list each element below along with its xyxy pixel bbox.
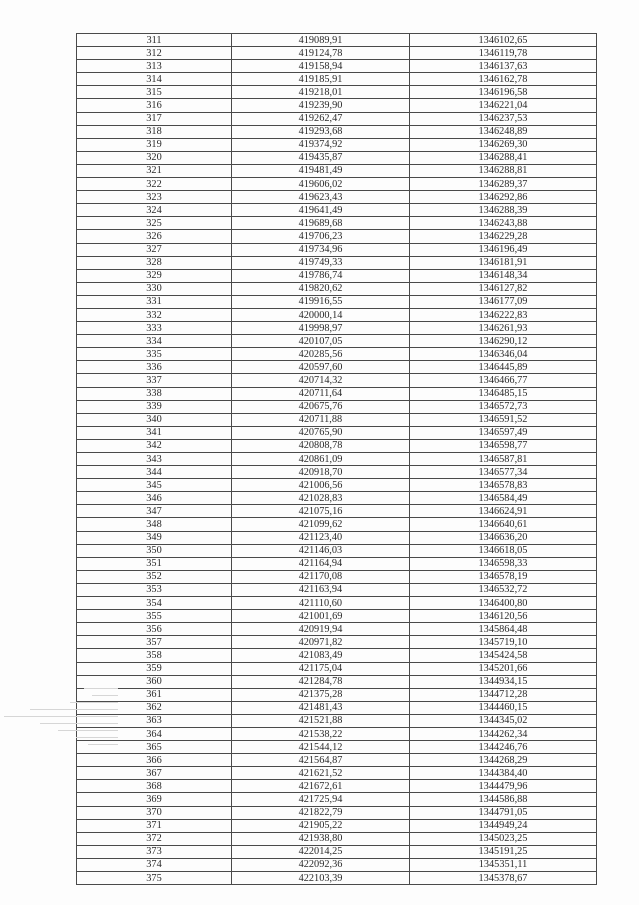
point-number-cell: 334 <box>77 335 232 348</box>
y-coordinate-cell: 1344460,15 <box>410 701 597 714</box>
table-row <box>77 151 597 164</box>
y-coordinate-cell: 1345191,25 <box>410 845 597 858</box>
x-coordinate-cell: 420765,90 <box>232 426 410 439</box>
table-row <box>77 243 597 256</box>
table-row <box>77 204 597 217</box>
table-row <box>77 858 597 871</box>
y-coordinate-cell: 1346243,88 <box>410 217 597 230</box>
x-coordinate-cell: 419481,49 <box>232 164 410 177</box>
point-number-cell: 330 <box>77 282 232 295</box>
y-coordinate-cell: 1346177,09 <box>410 295 597 308</box>
point-number-cell: 333 <box>77 322 232 335</box>
point-number-cell: 359 <box>77 662 232 675</box>
point-number-cell: 319 <box>77 138 232 151</box>
point-number-cell: 338 <box>77 387 232 400</box>
coordinates-table <box>76 33 597 885</box>
y-coordinate-cell: 1346624,91 <box>410 505 597 518</box>
point-number-cell: 367 <box>77 767 232 780</box>
x-coordinate-cell: 421938,80 <box>232 832 410 845</box>
table-row <box>77 754 597 767</box>
table-row <box>77 505 597 518</box>
point-number-cell: 331 <box>77 295 232 308</box>
point-number-cell: 355 <box>77 610 232 623</box>
y-coordinate-cell: 1346120,56 <box>410 610 597 623</box>
table-row <box>77 374 597 387</box>
table-row <box>77 413 597 426</box>
x-coordinate-cell: 419706,23 <box>232 230 410 243</box>
y-coordinate-cell: 1346578,19 <box>410 570 597 583</box>
point-number-cell: 358 <box>77 649 232 662</box>
point-number-cell: 370 <box>77 806 232 819</box>
table-row <box>77 426 597 439</box>
y-coordinate-cell: 1345023,25 <box>410 832 597 845</box>
y-coordinate-cell: 1346584,49 <box>410 492 597 505</box>
y-coordinate-cell: 1346237,53 <box>410 112 597 125</box>
y-coordinate-cell: 1346288,41 <box>410 151 597 164</box>
point-number-cell: 311 <box>77 34 232 47</box>
table-row <box>77 479 597 492</box>
x-coordinate-cell: 422014,25 <box>232 845 410 858</box>
x-coordinate-cell: 419916,55 <box>232 295 410 308</box>
x-coordinate-cell: 419820,62 <box>232 282 410 295</box>
point-number-cell: 368 <box>77 780 232 793</box>
table-row <box>77 178 597 191</box>
x-coordinate-cell: 419734,96 <box>232 243 410 256</box>
point-number-cell: 320 <box>77 151 232 164</box>
y-coordinate-cell: 1346532,72 <box>410 583 597 596</box>
point-number-cell: 314 <box>77 73 232 86</box>
y-coordinate-cell: 1344345,02 <box>410 714 597 727</box>
table-row <box>77 34 597 47</box>
x-coordinate-cell: 419435,87 <box>232 151 410 164</box>
table-row <box>77 269 597 282</box>
point-number-cell: 344 <box>77 466 232 479</box>
x-coordinate-cell: 419374,92 <box>232 138 410 151</box>
x-coordinate-cell: 419998,97 <box>232 322 410 335</box>
point-number-cell: 351 <box>77 557 232 570</box>
x-coordinate-cell: 421905,22 <box>232 819 410 832</box>
x-coordinate-cell: 421110,60 <box>232 597 410 610</box>
x-coordinate-cell: 421006,56 <box>232 479 410 492</box>
x-coordinate-cell: 420919,94 <box>232 623 410 636</box>
point-number-cell: 336 <box>77 361 232 374</box>
y-coordinate-cell: 1346162,78 <box>410 73 597 86</box>
point-number-cell: 350 <box>77 544 232 557</box>
table-row <box>77 741 597 754</box>
point-number-cell: 321 <box>77 164 232 177</box>
y-coordinate-cell: 1346196,49 <box>410 243 597 256</box>
table-row <box>77 492 597 505</box>
point-number-cell: 346 <box>77 492 232 505</box>
table-row <box>77 400 597 413</box>
table-row <box>77 832 597 845</box>
y-coordinate-cell: 1346578,83 <box>410 479 597 492</box>
x-coordinate-cell: 421146,03 <box>232 544 410 557</box>
table-row <box>77 714 597 727</box>
table-row <box>77 557 597 570</box>
y-coordinate-cell: 1346222,83 <box>410 308 597 321</box>
x-coordinate-cell: 419606,02 <box>232 178 410 191</box>
x-coordinate-cell: 421521,88 <box>232 714 410 727</box>
table-row <box>77 282 597 295</box>
table-row <box>77 387 597 400</box>
y-coordinate-cell: 1344268,29 <box>410 754 597 767</box>
table-row <box>77 531 597 544</box>
point-number-cell: 347 <box>77 505 232 518</box>
table-row <box>77 845 597 858</box>
y-coordinate-cell: 1344949,24 <box>410 819 597 832</box>
point-number-cell: 352 <box>77 570 232 583</box>
y-coordinate-cell: 1345378,67 <box>410 872 597 885</box>
y-coordinate-cell: 1344586,88 <box>410 793 597 806</box>
point-number-cell: 356 <box>77 623 232 636</box>
table-row <box>77 361 597 374</box>
table-row <box>77 99 597 112</box>
y-coordinate-cell: 1344791,05 <box>410 806 597 819</box>
y-coordinate-cell: 1345719,10 <box>410 636 597 649</box>
table-row <box>77 727 597 740</box>
point-number-cell: 371 <box>77 819 232 832</box>
y-coordinate-cell: 1346445,89 <box>410 361 597 374</box>
x-coordinate-cell: 420711,88 <box>232 413 410 426</box>
y-coordinate-cell: 1344934,15 <box>410 675 597 688</box>
point-number-cell: 326 <box>77 230 232 243</box>
y-coordinate-cell: 1346640,61 <box>410 518 597 531</box>
point-number-cell: 318 <box>77 125 232 138</box>
x-coordinate-cell: 421284,78 <box>232 675 410 688</box>
point-number-cell: 365 <box>77 741 232 754</box>
x-coordinate-cell: 419262,47 <box>232 112 410 125</box>
y-coordinate-cell: 1346591,52 <box>410 413 597 426</box>
point-number-cell: 354 <box>77 597 232 610</box>
y-coordinate-cell: 1345864,48 <box>410 623 597 636</box>
x-coordinate-cell: 420107,05 <box>232 335 410 348</box>
point-number-cell: 315 <box>77 86 232 99</box>
y-coordinate-cell: 1346248,89 <box>410 125 597 138</box>
table-row <box>77 675 597 688</box>
x-coordinate-cell: 419185,91 <box>232 73 410 86</box>
x-coordinate-cell: 420675,76 <box>232 400 410 413</box>
x-coordinate-cell: 421538,22 <box>232 727 410 740</box>
table-row <box>77 806 597 819</box>
y-coordinate-cell: 1346577,34 <box>410 466 597 479</box>
x-coordinate-cell: 421164,94 <box>232 557 410 570</box>
table-row <box>77 466 597 479</box>
y-coordinate-cell: 1346587,81 <box>410 453 597 466</box>
table-row <box>77 322 597 335</box>
table-row <box>77 701 597 714</box>
x-coordinate-cell: 420971,82 <box>232 636 410 649</box>
table-row <box>77 610 597 623</box>
x-coordinate-cell: 419158,94 <box>232 60 410 73</box>
x-coordinate-cell: 421544,12 <box>232 741 410 754</box>
point-number-cell: 363 <box>77 714 232 727</box>
x-coordinate-cell: 419786,74 <box>232 269 410 282</box>
table-row <box>77 544 597 557</box>
table-row <box>77 47 597 60</box>
y-coordinate-cell: 1345424,58 <box>410 649 597 662</box>
x-coordinate-cell: 420861,09 <box>232 453 410 466</box>
point-number-cell: 357 <box>77 636 232 649</box>
point-number-cell: 317 <box>77 112 232 125</box>
point-number-cell: 362 <box>77 701 232 714</box>
table-row <box>77 767 597 780</box>
x-coordinate-cell: 421163,94 <box>232 583 410 596</box>
point-number-cell: 341 <box>77 426 232 439</box>
point-number-cell: 316 <box>77 99 232 112</box>
table-row <box>77 819 597 832</box>
x-coordinate-cell: 422103,39 <box>232 872 410 885</box>
point-number-cell: 360 <box>77 675 232 688</box>
point-number-cell: 327 <box>77 243 232 256</box>
table-row <box>77 439 597 452</box>
y-coordinate-cell: 1346102,65 <box>410 34 597 47</box>
table-row <box>77 623 597 636</box>
point-number-cell: 322 <box>77 178 232 191</box>
point-number-cell: 325 <box>77 217 232 230</box>
table-row <box>77 86 597 99</box>
point-number-cell: 323 <box>77 191 232 204</box>
x-coordinate-cell: 420285,56 <box>232 348 410 361</box>
table-row <box>77 793 597 806</box>
table-row <box>77 138 597 151</box>
x-coordinate-cell: 421672,61 <box>232 780 410 793</box>
y-coordinate-cell: 1346598,77 <box>410 439 597 452</box>
point-number-cell: 343 <box>77 453 232 466</box>
table-row <box>77 125 597 138</box>
table-row <box>77 191 597 204</box>
y-coordinate-cell: 1346269,30 <box>410 138 597 151</box>
y-coordinate-cell: 1346288,81 <box>410 164 597 177</box>
point-number-cell: 353 <box>77 583 232 596</box>
y-coordinate-cell: 1345351,11 <box>410 858 597 871</box>
point-number-cell: 361 <box>77 688 232 701</box>
y-coordinate-cell: 1346127,82 <box>410 282 597 295</box>
table-row <box>77 570 597 583</box>
x-coordinate-cell: 421083,49 <box>232 649 410 662</box>
table-row <box>77 583 597 596</box>
table-row <box>77 335 597 348</box>
table-row <box>77 164 597 177</box>
y-coordinate-cell: 1346148,34 <box>410 269 597 282</box>
table-row <box>77 348 597 361</box>
point-number-cell: 312 <box>77 47 232 60</box>
y-coordinate-cell: 1346292,86 <box>410 191 597 204</box>
y-coordinate-cell: 1346597,49 <box>410 426 597 439</box>
table-row <box>77 872 597 885</box>
y-coordinate-cell: 1344479,96 <box>410 780 597 793</box>
coordinates-table-body <box>77 34 597 885</box>
point-number-cell: 332 <box>77 308 232 321</box>
y-coordinate-cell: 1344712,28 <box>410 688 597 701</box>
point-number-cell: 349 <box>77 531 232 544</box>
y-coordinate-cell: 1346598,33 <box>410 557 597 570</box>
point-number-cell: 339 <box>77 400 232 413</box>
point-number-cell: 366 <box>77 754 232 767</box>
x-coordinate-cell: 420000,14 <box>232 308 410 321</box>
point-number-cell: 329 <box>77 269 232 282</box>
y-coordinate-cell: 1346290,12 <box>410 335 597 348</box>
x-coordinate-cell: 421028,83 <box>232 492 410 505</box>
point-number-cell: 373 <box>77 845 232 858</box>
y-coordinate-cell: 1346618,05 <box>410 544 597 557</box>
point-number-cell: 374 <box>77 858 232 871</box>
x-coordinate-cell: 419689,68 <box>232 217 410 230</box>
x-coordinate-cell: 422092,36 <box>232 858 410 871</box>
x-coordinate-cell: 421175,04 <box>232 662 410 675</box>
x-coordinate-cell: 420711,64 <box>232 387 410 400</box>
y-coordinate-cell: 1346261,93 <box>410 322 597 335</box>
point-number-cell: 372 <box>77 832 232 845</box>
point-number-cell: 342 <box>77 439 232 452</box>
point-number-cell: 337 <box>77 374 232 387</box>
table-row <box>77 518 597 531</box>
point-number-cell: 324 <box>77 204 232 217</box>
y-coordinate-cell: 1345201,66 <box>410 662 597 675</box>
x-coordinate-cell: 419218,01 <box>232 86 410 99</box>
x-coordinate-cell: 419089,91 <box>232 34 410 47</box>
x-coordinate-cell: 420714,32 <box>232 374 410 387</box>
x-coordinate-cell: 421481,43 <box>232 701 410 714</box>
x-coordinate-cell: 421001,69 <box>232 610 410 623</box>
point-number-cell: 335 <box>77 348 232 361</box>
x-coordinate-cell: 421170,08 <box>232 570 410 583</box>
y-coordinate-cell: 1344384,40 <box>410 767 597 780</box>
y-coordinate-cell: 1346119,78 <box>410 47 597 60</box>
y-coordinate-cell: 1346288,39 <box>410 204 597 217</box>
x-coordinate-cell: 421725,94 <box>232 793 410 806</box>
x-coordinate-cell: 421822,79 <box>232 806 410 819</box>
y-coordinate-cell: 1346346,04 <box>410 348 597 361</box>
table-row <box>77 597 597 610</box>
table-row <box>77 230 597 243</box>
x-coordinate-cell: 419749,33 <box>232 256 410 269</box>
y-coordinate-cell: 1346137,63 <box>410 60 597 73</box>
table-row <box>77 636 597 649</box>
x-coordinate-cell: 421621,52 <box>232 767 410 780</box>
point-number-cell: 369 <box>77 793 232 806</box>
x-coordinate-cell: 420918,70 <box>232 466 410 479</box>
y-coordinate-cell: 1346289,37 <box>410 178 597 191</box>
y-coordinate-cell: 1344246,76 <box>410 741 597 754</box>
y-coordinate-cell: 1346229,28 <box>410 230 597 243</box>
table-row <box>77 60 597 73</box>
y-coordinate-cell: 1346181,91 <box>410 256 597 269</box>
table-row <box>77 662 597 675</box>
x-coordinate-cell: 419623,43 <box>232 191 410 204</box>
table-row <box>77 453 597 466</box>
y-coordinate-cell: 1344262,34 <box>410 727 597 740</box>
point-number-cell: 328 <box>77 256 232 269</box>
y-coordinate-cell: 1346466,77 <box>410 374 597 387</box>
y-coordinate-cell: 1346221,04 <box>410 99 597 112</box>
x-coordinate-cell: 421375,28 <box>232 688 410 701</box>
y-coordinate-cell: 1346572,73 <box>410 400 597 413</box>
y-coordinate-cell: 1346400,80 <box>410 597 597 610</box>
table-row <box>77 649 597 662</box>
x-coordinate-cell: 419124,78 <box>232 47 410 60</box>
x-coordinate-cell: 419293,68 <box>232 125 410 138</box>
y-coordinate-cell: 1346196,58 <box>410 86 597 99</box>
table-row <box>77 256 597 269</box>
y-coordinate-cell: 1346636,20 <box>410 531 597 544</box>
y-coordinate-cell: 1346485,15 <box>410 387 597 400</box>
point-number-cell: 348 <box>77 518 232 531</box>
point-number-cell: 345 <box>77 479 232 492</box>
x-coordinate-cell: 421099,62 <box>232 518 410 531</box>
table-row <box>77 295 597 308</box>
table-row <box>77 112 597 125</box>
point-number-cell: 375 <box>77 872 232 885</box>
point-number-cell: 364 <box>77 727 232 740</box>
table-row <box>77 308 597 321</box>
x-coordinate-cell: 419239,90 <box>232 99 410 112</box>
x-coordinate-cell: 420597,60 <box>232 361 410 374</box>
x-coordinate-cell: 421123,40 <box>232 531 410 544</box>
x-coordinate-cell: 419641,49 <box>232 204 410 217</box>
point-number-cell: 340 <box>77 413 232 426</box>
x-coordinate-cell: 421564,87 <box>232 754 410 767</box>
x-coordinate-cell: 420808,78 <box>232 439 410 452</box>
x-coordinate-cell: 421075,16 <box>232 505 410 518</box>
table-row <box>77 73 597 86</box>
table-row <box>77 780 597 793</box>
point-number-cell: 313 <box>77 60 232 73</box>
table-row <box>77 688 597 701</box>
table-row <box>77 217 597 230</box>
